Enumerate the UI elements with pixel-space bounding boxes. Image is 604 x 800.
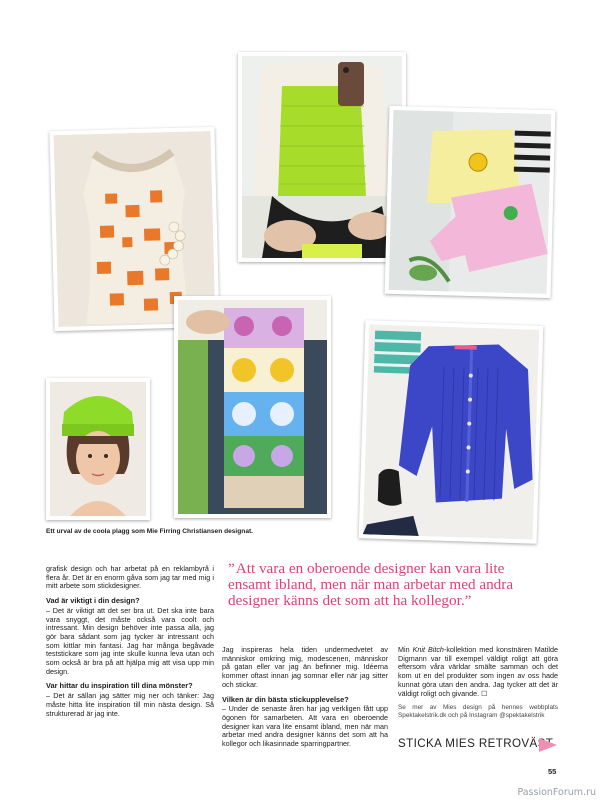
col3-text-a: Min (398, 645, 413, 654)
beanie-portrait-image (50, 382, 146, 516)
arrow-right-icon (539, 738, 557, 752)
series-label: STICKA MIES RETROVÄST (398, 737, 554, 750)
body-column-3 (398, 646, 558, 720)
body-column-1 (46, 565, 214, 724)
photo-green-vest (238, 52, 406, 262)
col3-text-b: -kollektion med konstnären Matilde Digmann var till exempel väldigt roligt att göra eftersom våra världar smälte samman och det kom ut en del produkter som ingen av oss hade kunnat göra utan den andra. Jag tycker att det är väldigt roligt och givande. (398, 645, 558, 698)
watermark: PassionForum.ru (517, 787, 596, 798)
col2-heading-1: Vilken är din bästa stickupplevelse? (222, 694, 349, 704)
col1-paragraph-2: – Det är viktigt att det ser bra ut. Det ska inte bara vara snyggt, det måste också vara coolt och intressant. Min design behöver inte passa alla, jag gör bara sådant som jag tycker är intressant och som kittlar min fantasi. Jag har många begåvade teststickare som jag inte skulle kunna leva utan och som också är bra på att hjälpa mig att visa upp min design. (46, 605, 214, 676)
photo-beanie-portrait (46, 378, 150, 520)
col1-heading-2: Var hittar du inspiration till dina mönster? (46, 681, 193, 691)
photo-smiley-sweaters (385, 106, 556, 298)
photo-caption: Ett urval av de coola plagg som Mie Firring Christiansen designat. (46, 528, 254, 535)
col1-heading-1: Vad är viktigt i din design? (46, 596, 140, 606)
col2-paragraph-2: – Under de senaste åren har jag verkligen fått upp ögonen för samarbeten. Att vara en oberoende designer kan vara lite ensamt ibland, men när man arbetar med andra designer känns det som att ha kollegor och likasinnade sparringpartner. (222, 704, 388, 749)
pull-quote-text: Att vara en oberoende designer kan vara lite ensamt ibland, men när man arbetar med andra designer känns det som att ha kollegor. (228, 560, 514, 609)
smiley-sleeve-image (178, 300, 327, 514)
photo-blue-cardigan (359, 320, 544, 543)
quote-close-mark: ” (464, 592, 472, 609)
col1-paragraph-1: grafisk design och har arbetat på en reklambyrå i flera år. Det är en enorm gåva som jag tar med mig i mitt arbete som stickdesigner. (46, 564, 214, 591)
green-vest-image (242, 56, 402, 258)
col1-paragraph-3: – Det är sällan jag sätter mig ner och tänker: Jag måste hitta lite inspiration till min nästa design. Så strukturerad är jag inte. (46, 691, 214, 718)
col2-paragraph-1: Jag inspireras hela tiden undermedvetet av människor omkring mig, modescenen, människor på gatan eller var jag än befinner mig. Idéerna kommer oftast innan jag somnar eller när jag sitter och stickar. (222, 645, 388, 689)
photo-smiley-sleeve (174, 296, 331, 518)
pull-quote (228, 561, 528, 609)
see-more-note: Se mer av Mies design på hennes webbplats Spektakelstrik.dk och på Instagram @spektakelstrik (398, 704, 558, 720)
end-mark: ☐ (481, 688, 488, 698)
collection-name: Knit Bitch (412, 645, 444, 654)
blue-cardigan-image (363, 324, 540, 539)
page-number: 55 (548, 767, 557, 776)
smiley-sweaters-image (389, 110, 552, 294)
quote-open-mark: ” (228, 560, 235, 577)
body-column-2 (222, 646, 388, 755)
col3-paragraph-1 (398, 646, 558, 698)
